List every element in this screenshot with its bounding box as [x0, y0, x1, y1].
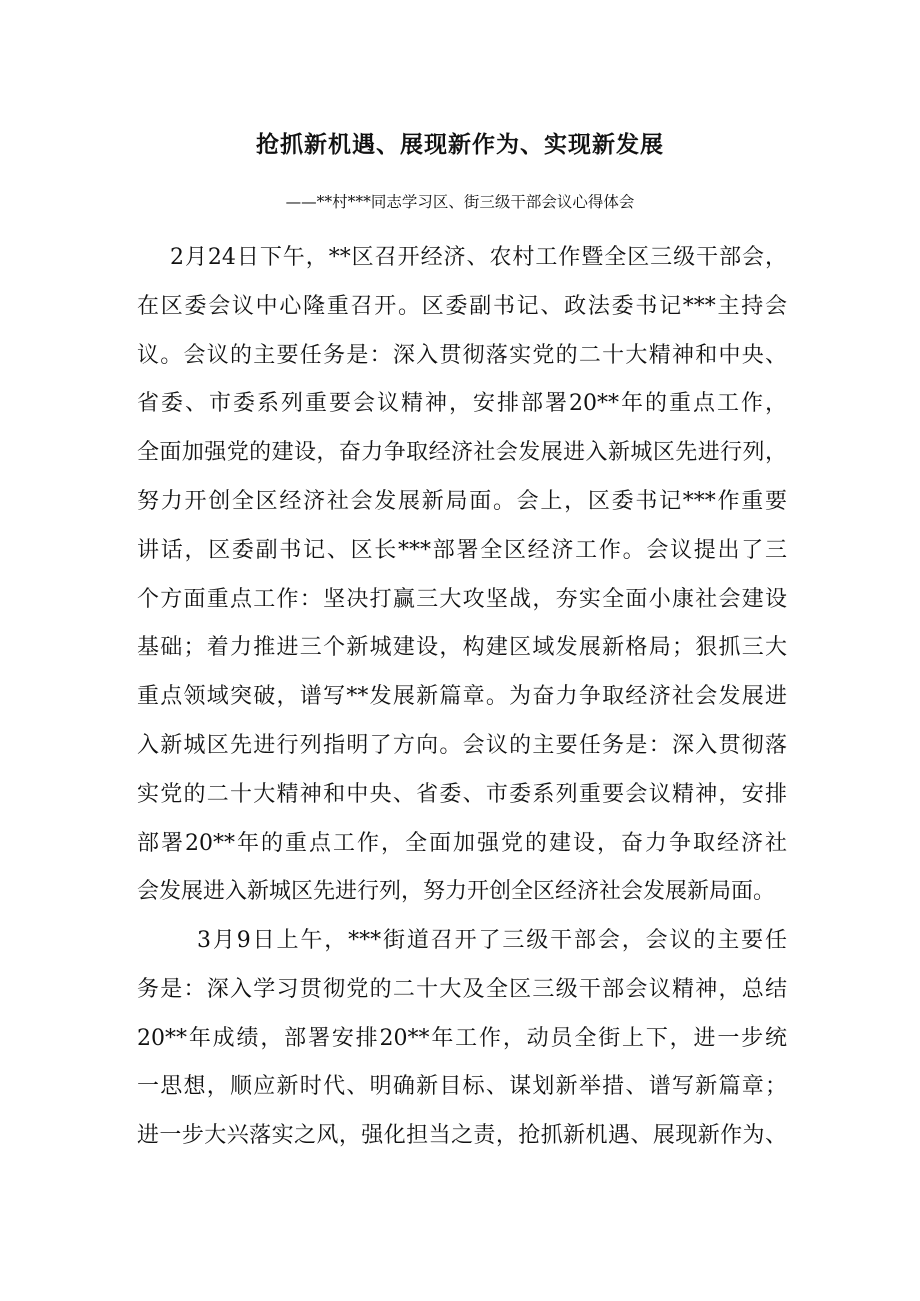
paragraph-line: 进一步大兴落实之风，强化担当之责，抢抓新机遇、展现新作为、 — [137, 1123, 787, 1149]
paragraph-line: 个方面重点工作：坚决打赢三大攻坚战，夯实全面小康社会建设 — [137, 586, 787, 612]
paragraph-line: 20**年成绩，部署安排20**年工作，动员全街上下，进一步统 — [137, 1025, 787, 1051]
paragraph-line: 议。会议的主要任务是：深入贯彻落实党的二十大精神和中央、 — [137, 342, 787, 368]
paragraph-line: 全面加强党的建设，奋力争取经济社会发展进入新城区先进行列， — [137, 440, 787, 466]
paragraph-line: 会发展进入新城区先进行列，努力开创全区经济社会发展新局面。 — [137, 879, 776, 905]
paragraph-line: 3月9日上午，***街道召开了三级干部会，会议的主要任 — [197, 928, 787, 953]
paragraph-line: 入新城区先进行列指明了方向。会议的主要任务是：深入贯彻落 — [137, 732, 787, 758]
paragraph-line: 务是：深入学习贯彻党的二十大及全区三级干部会议精神，总结 — [137, 976, 787, 1002]
paragraph-line: 2月24日下午，**区召开经济、农村工作暨全区三级干部会， — [170, 245, 787, 270]
document-title: 抢抓新机遇、展现新作为、实现新发展 — [256, 132, 664, 158]
paragraph-line: 省委、市委系列重要会议精神，安排部署20**年的重点工作， — [137, 391, 787, 417]
paragraph-line: 部署20**年的重点工作，全面加强党的建设，奋力争取经济社 — [137, 830, 787, 856]
paragraph-line: 努力开创全区经济社会发展新局面。会上，区委书记***作重要 — [137, 488, 787, 514]
paragraph-line: 重点领域突破，谱写**发展新篇章。为奋力争取经济社会发展进 — [137, 684, 787, 710]
paragraph-line: 基础；着力推进三个新城建设，构建区域发展新格局；狠抓三大 — [137, 635, 787, 661]
paragraph-1 — [137, 234, 787, 917]
paragraph-line: 实党的二十大精神和中央、省委、市委系列重要会议精神，安排 — [137, 781, 787, 807]
paragraph-line: 在区委会议中心隆重召开。区委副书记、政法委书记***主持会 — [137, 293, 787, 319]
paragraph-line: 讲话，区委副书记、区长***部署全区经济工作。会议提出了三 — [137, 537, 787, 563]
paragraph-line: 一思想，顺应新时代、明确新目标、谋划新举措、谱写新篇章； — [137, 1074, 787, 1100]
paragraph-2 — [137, 917, 787, 1161]
document-subtitle: ——**村***同志学习区、街三级干部会议心得体会 — [285, 193, 635, 211]
